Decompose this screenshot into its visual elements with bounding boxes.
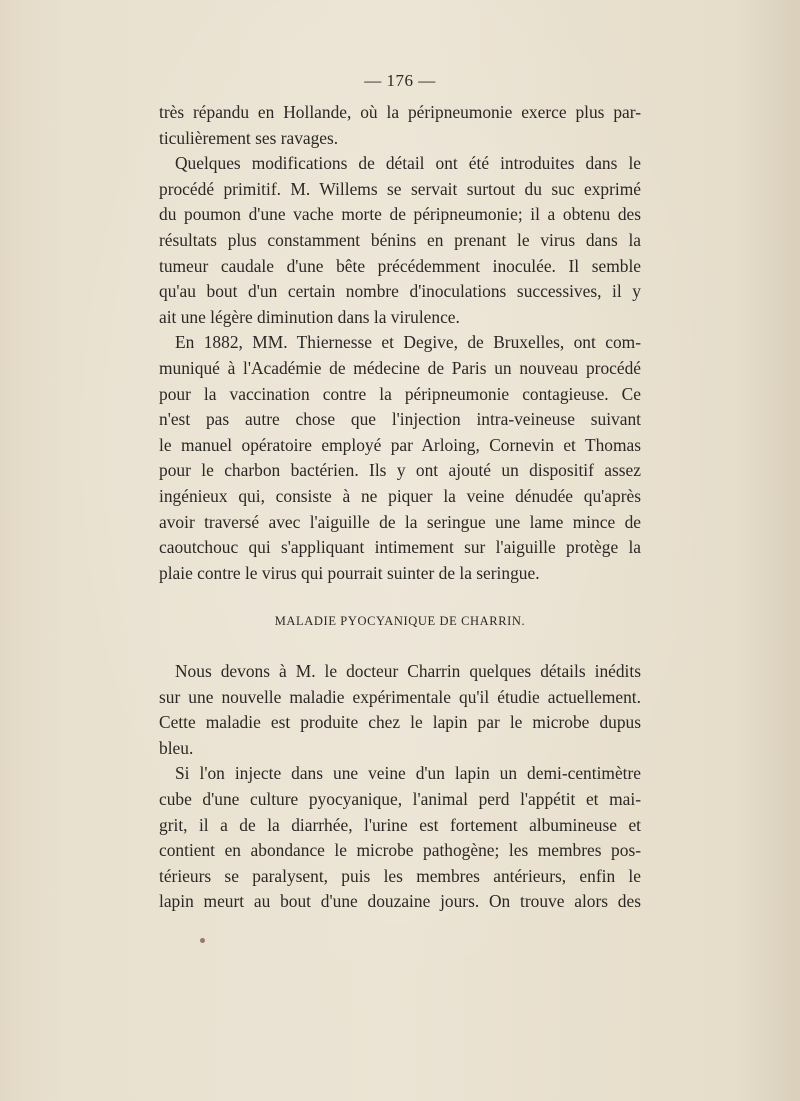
text-line: Cette maladie est produite chez le lapin par le microbe dupus [159, 712, 641, 733]
text-line: térieurs se paralysent, puis les membres antérieurs, enfin le [159, 865, 641, 886]
text-line: plaie contre le virus qui pourrait suinter de la seringue. [159, 562, 540, 583]
text-line: résultats plus constamment bénins en prenant le virus dans la [159, 229, 641, 250]
paragraph-block-2 [159, 659, 641, 915]
text-line: Si l'on injecte dans une veine d'un lapin un demi-centimètre [175, 763, 641, 784]
ink-speck [200, 938, 205, 943]
text-line: très répandu en Hollande, où la péripneumonie exerce plus par- [159, 102, 641, 122]
text-line: du poumon d'une vache morte de péripneumonie; il a obtenu des [159, 204, 641, 225]
text-line: pour le charbon bactérien. Ils y ont ajouté un dispositif assez [159, 460, 641, 481]
text-line: Nous devons à M. le docteur Charrin quelques détails inédits [175, 661, 641, 681]
section-heading: MALADIE PYOCYANIQUE DE CHARRIN. [274, 614, 526, 628]
text-line: tumeur caudale d'une bête précédemment inoculée. Il semble [159, 255, 641, 276]
paragraph-block-1 [159, 100, 641, 586]
text-line: qu'au bout d'un certain nombre d'inoculations successives, il y [159, 281, 641, 302]
text-line: En 1882, MM. Thiernesse et Degive, de Bruxelles, ont com- [175, 332, 641, 353]
text-line: caoutchouc qui s'appliquant intimement sur l'aiguille protège la [159, 537, 641, 558]
text-line: sur une nouvelle maladie expérimentale qu'il étudie actuellement. [159, 686, 641, 707]
text-line: lapin meurt au bout d'une douzaine jours. On trouve alors des [159, 891, 641, 912]
text-line: cube d'une culture pyocyanique, l'animal perd l'appétit et mai- [159, 788, 641, 809]
page-number: — 176 — [364, 71, 436, 90]
text-line: grit, il a de la diarrhée, l'urine est fortement albumineuse et [159, 814, 641, 835]
text-line: muniqué à l'Académie de médecine de Paris un nouveau procédé [159, 357, 641, 378]
text-line: contient en abondance le microbe pathogène; les membres pos- [159, 840, 641, 861]
text-line: Quelques modifications de détail ont été introduites dans le [175, 153, 641, 174]
text-line: le manuel opératoire employé par Arloing, Cornevin et Thomas [159, 434, 641, 455]
text-line: avoir traversé avec l'aiguille de la seringue une lame mince de [159, 511, 641, 532]
text-line: ingénieux qui, consiste à ne piquer la veine dénudée qu'après [159, 485, 641, 506]
text-line: ait une légère diminution dans la virulence. [159, 306, 460, 327]
text-line: n'est pas autre chose que l'injection intra-veineuse suivant [159, 409, 641, 430]
text-line: pour la vaccination contre la péripneumonie contagieuse. Ce [159, 383, 641, 404]
text-line: bleu. [159, 737, 194, 758]
text-line: ticulièrement ses ravages. [159, 127, 339, 148]
text-line: procédé primitif. M. Willems se servait surtout du suc exprimé [159, 178, 641, 199]
